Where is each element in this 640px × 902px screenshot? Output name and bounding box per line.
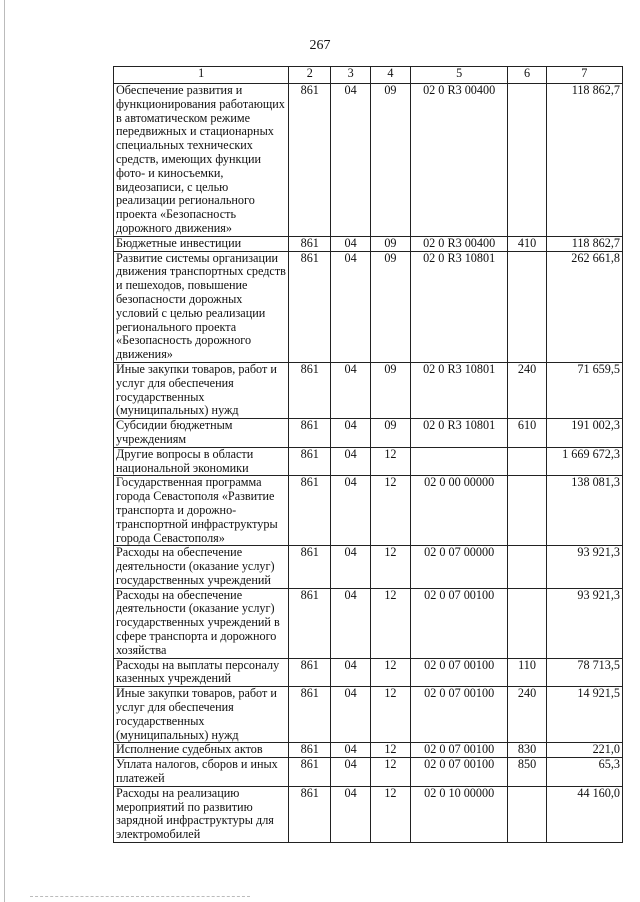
table-row (114, 743, 623, 758)
row-section-cell: 04 (331, 251, 371, 362)
row-amount-cell: 78 713,5 (546, 658, 622, 687)
row-section-cell: 04 (331, 419, 371, 448)
row-name-cell: Другие вопросы в области национальной экономики (114, 447, 289, 476)
table-row (114, 658, 623, 687)
row-amount-cell: 14 921,5 (546, 687, 622, 743)
row-ved-cell: 861 (289, 251, 331, 362)
row-subsection-cell: 09 (371, 84, 411, 237)
row-amount-cell: 71 659,5 (546, 362, 622, 418)
row-expense-type-cell (508, 786, 546, 842)
row-name-cell: Расходы на выплаты персоналу казенных учреждений (114, 658, 289, 687)
row-expense-type-cell (508, 546, 546, 588)
row-ved-cell: 861 (289, 758, 331, 787)
row-subsection-cell: 12 (371, 476, 411, 546)
row-ved-cell: 861 (289, 743, 331, 758)
budget-table (113, 66, 623, 843)
table-row (114, 588, 623, 658)
page-number: 267 (309, 38, 331, 53)
row-subsection-cell: 09 (371, 236, 411, 251)
row-section-cell: 04 (331, 546, 371, 588)
row-expense-type-cell: 110 (508, 658, 546, 687)
column-header-1: 1 (114, 67, 289, 84)
row-name-cell: Субсидии бюджетным учреждениям (114, 419, 289, 448)
row-amount-cell: 65,3 (546, 758, 622, 787)
row-subsection-cell: 09 (371, 251, 411, 362)
row-name-cell: Уплата налогов, сборов и иных платежей (114, 758, 289, 787)
row-ved-cell: 861 (289, 588, 331, 658)
row-section-cell: 04 (331, 758, 371, 787)
row-section-cell: 04 (331, 786, 371, 842)
row-expense-type-cell (508, 251, 546, 362)
row-expense-type-cell (508, 447, 546, 476)
row-section-cell: 04 (331, 687, 371, 743)
table-row (114, 758, 623, 787)
column-header-3: 3 (331, 67, 371, 84)
table-row (114, 236, 623, 251)
row-amount-cell: 262 661,8 (546, 251, 622, 362)
row-name-cell: Бюджетные инвестиции (114, 236, 289, 251)
row-target-article-cell: 02 0 10 00000 (410, 786, 508, 842)
row-name-cell: Государственная программа города Севастополя «Развитие транспорта и дорожно-транспортной инфраструктуры города Севастополя» (114, 476, 289, 546)
row-section-cell: 04 (331, 476, 371, 546)
row-ved-cell: 861 (289, 687, 331, 743)
column-header-6: 6 (508, 67, 546, 84)
table-header-row (114, 67, 623, 84)
table-row (114, 251, 623, 362)
row-amount-cell: 93 921,3 (546, 588, 622, 658)
column-header-7: 7 (546, 67, 622, 84)
row-expense-type-cell (508, 84, 546, 237)
row-ved-cell: 861 (289, 786, 331, 842)
row-subsection-cell: 12 (371, 687, 411, 743)
row-ved-cell: 861 (289, 362, 331, 418)
row-target-article-cell: 02 0 07 00100 (410, 758, 508, 787)
row-section-cell: 04 (331, 236, 371, 251)
row-target-article-cell: 02 0 07 00100 (410, 743, 508, 758)
row-expense-type-cell: 610 (508, 419, 546, 448)
row-subsection-cell: 09 (371, 362, 411, 418)
row-target-article-cell: 02 0 R3 10801 (410, 251, 508, 362)
column-header-5: 5 (410, 67, 508, 84)
row-expense-type-cell: 830 (508, 743, 546, 758)
row-amount-cell: 191 002,3 (546, 419, 622, 448)
row-name-cell: Иные закупки товаров, работ и услуг для обеспечения государственных (муниципальных) нужд (114, 687, 289, 743)
row-name-cell: Расходы на обеспечение деятельности (оказание услуг) государственных учреждений в сфере транспорта и дорожного хозяйства (114, 588, 289, 658)
row-amount-cell: 118 862,7 (546, 236, 622, 251)
row-ved-cell: 861 (289, 546, 331, 588)
table-row (114, 687, 623, 743)
row-ved-cell: 861 (289, 236, 331, 251)
row-subsection-cell: 12 (371, 447, 411, 476)
row-expense-type-cell: 240 (508, 687, 546, 743)
row-ved-cell: 861 (289, 84, 331, 237)
scan-bottom-edge (30, 896, 250, 898)
column-header-2: 2 (289, 67, 331, 84)
row-expense-type-cell (508, 588, 546, 658)
table-row (114, 84, 623, 237)
row-section-cell: 04 (331, 362, 371, 418)
row-subsection-cell: 12 (371, 743, 411, 758)
row-target-article-cell: 02 0 R3 00400 (410, 236, 508, 251)
row-name-cell: Расходы на реализацию мероприятий по развитию зарядной инфраструктуры для электромобилей (114, 786, 289, 842)
row-expense-type-cell (508, 476, 546, 546)
row-section-cell: 04 (331, 84, 371, 237)
table-row (114, 419, 623, 448)
row-amount-cell: 1 669 672,3 (546, 447, 622, 476)
row-target-article-cell: 02 0 07 00100 (410, 687, 508, 743)
row-expense-type-cell: 240 (508, 362, 546, 418)
column-header-4: 4 (371, 67, 411, 84)
row-target-article-cell (410, 447, 508, 476)
row-subsection-cell: 12 (371, 786, 411, 842)
row-amount-cell: 138 081,3 (546, 476, 622, 546)
row-name-cell: Исполнение судебных актов (114, 743, 289, 758)
row-subsection-cell: 12 (371, 588, 411, 658)
row-subsection-cell: 09 (371, 419, 411, 448)
row-name-cell: Развитие системы организации движения транспортных средств и пешеходов, повышение безопасности дорожных условий с целью реализации регионального проекта «Безопасность дорожного движения» (114, 251, 289, 362)
row-amount-cell: 221,0 (546, 743, 622, 758)
table-row (114, 362, 623, 418)
row-name-cell: Расходы на обеспечение деятельности (оказание услуг) государственных учреждений (114, 546, 289, 588)
row-target-article-cell: 02 0 R3 00400 (410, 84, 508, 237)
row-section-cell: 04 (331, 658, 371, 687)
row-target-article-cell: 02 0 R3 10801 (410, 419, 508, 448)
row-subsection-cell: 12 (371, 758, 411, 787)
row-name-cell: Обеспечение развития и функционирования работающих в автоматическом режиме передвижных и стационарных специальных технических средств, имеющих функции фото- и киносъемки, видеозаписи, с целью реализации регионального проекта «Безопасность дорожного движения» (114, 84, 289, 237)
row-amount-cell: 44 160,0 (546, 786, 622, 842)
row-section-cell: 04 (331, 447, 371, 476)
row-section-cell: 04 (331, 743, 371, 758)
row-expense-type-cell: 410 (508, 236, 546, 251)
row-ved-cell: 861 (289, 419, 331, 448)
row-target-article-cell: 02 0 00 00000 (410, 476, 508, 546)
scan-binding-edge (4, 0, 5, 902)
row-amount-cell: 118 862,7 (546, 84, 622, 237)
row-ved-cell: 861 (289, 447, 331, 476)
table-row (114, 447, 623, 476)
row-ved-cell: 861 (289, 476, 331, 546)
row-target-article-cell: 02 0 07 00100 (410, 588, 508, 658)
row-target-article-cell: 02 0 R3 10801 (410, 362, 508, 418)
table-row (114, 786, 623, 842)
row-section-cell: 04 (331, 588, 371, 658)
row-subsection-cell: 12 (371, 658, 411, 687)
row-subsection-cell: 12 (371, 546, 411, 588)
row-ved-cell: 861 (289, 658, 331, 687)
row-name-cell: Иные закупки товаров, работ и услуг для обеспечения государственных (муниципальных) нужд (114, 362, 289, 418)
table-row (114, 476, 623, 546)
row-target-article-cell: 02 0 07 00100 (410, 658, 508, 687)
table-row (114, 546, 623, 588)
row-target-article-cell: 02 0 07 00000 (410, 546, 508, 588)
table-body (114, 84, 623, 843)
row-amount-cell: 93 921,3 (546, 546, 622, 588)
row-expense-type-cell: 850 (508, 758, 546, 787)
